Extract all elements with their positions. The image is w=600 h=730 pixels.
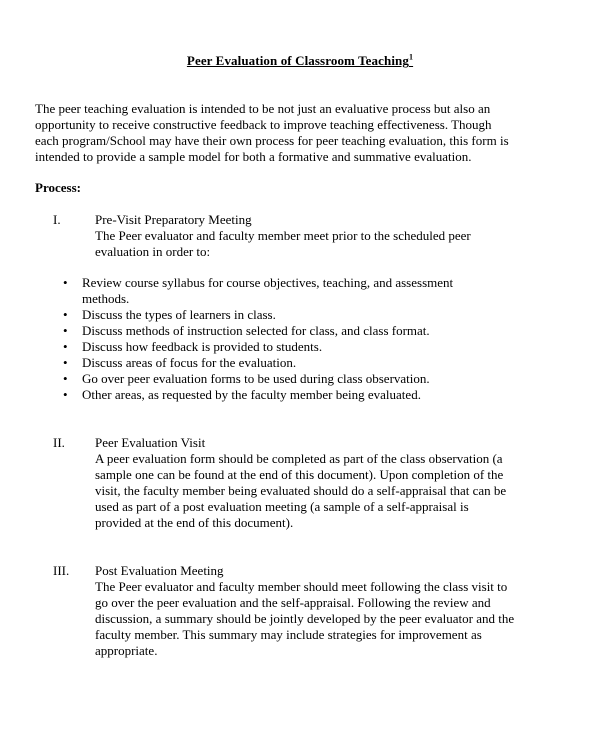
section-line: faculty member. This summary may include strategies for improvement as (95, 627, 482, 642)
bullet-text: Discuss methods of instruction selected for class, and class format. (82, 323, 430, 338)
preparatory-meeting-bullet-list (63, 275, 523, 403)
section-heading: Peer Evaluation Visit (95, 435, 206, 450)
bullet-icon: • (63, 355, 68, 370)
section-numeral: I. (53, 212, 61, 227)
section-heading: Pre-Visit Preparatory Meeting (95, 212, 252, 227)
bullet-item (63, 371, 523, 387)
bullet-item (63, 275, 523, 307)
section-line: sample one can be found at the end of this document). Upon completion of the (95, 467, 504, 482)
section-line: evaluation in order to: (95, 244, 211, 259)
bullet-icon: • (63, 323, 68, 338)
bullet-icon: • (63, 371, 68, 386)
section-body (95, 435, 585, 531)
bullet-text: Discuss how feedback is provided to students. (82, 339, 323, 354)
section-line: The Peer evaluator and faculty member meet prior to the scheduled peer (95, 228, 471, 243)
section-line: used as part of a post evaluation meeting (a sample of a self-appraisal is (95, 499, 469, 514)
section-line: A peer evaluation form should be completed as part of the class observation (a (95, 451, 503, 466)
intro-line: intended to provide a sample model for both a formative and summative evaluation. (35, 149, 472, 164)
section-body (95, 563, 585, 659)
bullet-item (63, 307, 523, 323)
process-heading: Process: (35, 180, 81, 195)
section-line: The Peer evaluator and faculty member should meet following the class visit to (95, 579, 508, 594)
document-title (0, 53, 600, 69)
bullet-icon: • (63, 339, 68, 354)
bullet-icon: • (63, 307, 68, 322)
title-footnote-marker: 1 (408, 52, 414, 62)
intro-line: The peer teaching evaluation is intended to be not just an evaluative process but also an (35, 101, 491, 116)
section-line: appropriate. (95, 643, 158, 658)
bullet-text-continued: methods. (82, 291, 130, 306)
bullet-item (63, 355, 523, 371)
bullet-icon: • (63, 275, 68, 290)
section-body (95, 212, 585, 260)
section-line: go over the peer evaluation and the self-appraisal. Following the review and (95, 595, 491, 610)
bullet-text: Other areas, as requested by the faculty member being evaluated. (82, 387, 421, 402)
section-numeral: III. (53, 563, 70, 578)
bullet-text: Discuss areas of focus for the evaluation. (82, 355, 297, 370)
bullet-item (63, 323, 523, 339)
bullet-text: Go over peer evaluation forms to be used during class observation. (82, 371, 430, 386)
bullet-text: Discuss the types of learners in class. (82, 307, 276, 322)
bullet-item (63, 339, 523, 355)
bullet-icon: • (63, 387, 68, 402)
intro-line: each program/School may have their own process for peer teaching evaluation, this form is (35, 133, 509, 148)
bullet-item (63, 387, 523, 403)
title-text: Peer Evaluation of Classroom Teaching (186, 53, 409, 68)
intro-paragraph (35, 101, 575, 165)
bullet-text: Review course syllabus for course objectives, teaching, and assessment (82, 275, 454, 290)
section-line: discussion, a summary should be jointly developed by the peer evaluator and the (95, 611, 515, 626)
section-line: provided at the end of this document). (95, 515, 294, 530)
section-numeral: II. (53, 435, 65, 450)
intro-line: opportunity to receive constructive feedback to improve teaching effectiveness. Though (35, 117, 492, 132)
section-heading: Post Evaluation Meeting (95, 563, 224, 578)
section-line: visit, the faculty member being evaluated should do a self-appraisal that can be (95, 483, 507, 498)
